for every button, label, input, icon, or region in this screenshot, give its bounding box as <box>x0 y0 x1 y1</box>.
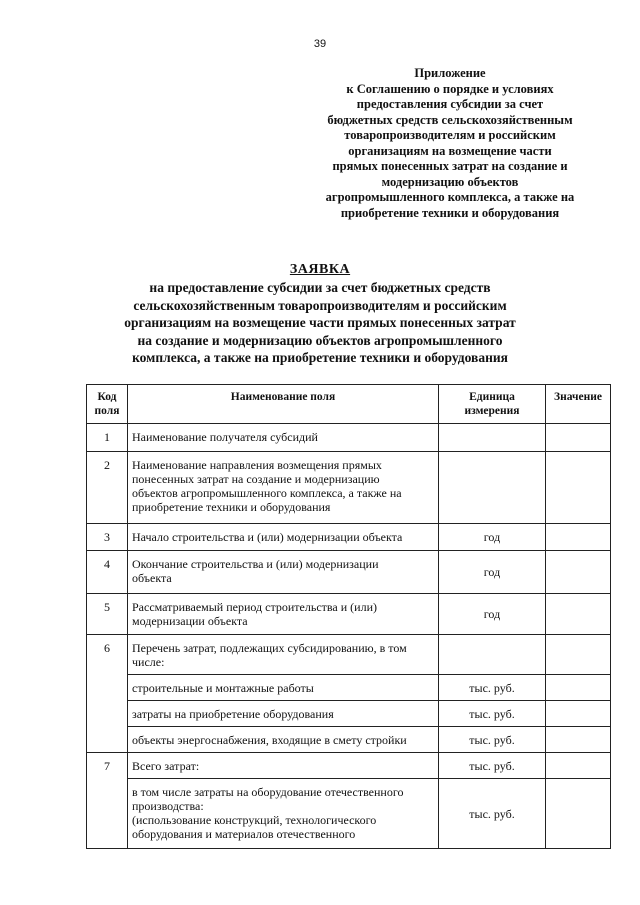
cell-name-line: Наименование направления возмещения прямых <box>132 458 382 472</box>
header-unit-line: измерения <box>464 405 520 417</box>
cell-name <box>128 452 439 524</box>
appendix-line: Приложение <box>414 66 486 80</box>
cell-unit: тыс. руб. <box>439 727 546 753</box>
cell-name-line: Наименование получателя субсидий <box>132 430 318 444</box>
cell-unit: год <box>439 524 546 551</box>
cell-value[interactable] <box>546 424 611 452</box>
table-row <box>87 424 611 452</box>
title-line: организациям на возмещение части прямых понесенных затрат <box>124 315 516 330</box>
appendix-block <box>300 66 600 221</box>
cell-unit <box>439 635 546 675</box>
cell-value[interactable] <box>546 675 611 701</box>
table-row <box>87 551 611 594</box>
appendix-line: бюджетных средств сельскохозяйственным <box>327 112 573 127</box>
cell-value[interactable] <box>546 753 611 779</box>
cell-name-line: затраты на приобретение оборудования <box>132 706 334 721</box>
cell-name-line: оборудования и материалов отечественного <box>132 827 356 841</box>
appendix-line: модернизацию объектов <box>381 174 519 189</box>
appendix-line: товаропроизводителям и российским <box>344 128 556 142</box>
cell-name <box>128 594 439 635</box>
cell-name <box>128 779 439 849</box>
cell-name <box>128 424 439 452</box>
cell-value[interactable] <box>546 452 611 524</box>
cell-value[interactable] <box>546 701 611 727</box>
cell-value[interactable] <box>546 594 611 635</box>
cell-code: 7 <box>87 753 128 849</box>
cell-name <box>128 524 439 551</box>
cell-code: 6 <box>87 635 128 753</box>
cell-name-line: (использование конструкций, технологического <box>132 813 377 827</box>
cell-unit <box>439 452 546 524</box>
table-row <box>87 779 611 849</box>
table-header-row <box>87 385 611 424</box>
title-line: сельскохозяйственным товаропроизводителям и российским <box>133 297 507 313</box>
table-row <box>87 675 611 701</box>
cell-name-line: Окончание строительства и (или) модернизации <box>132 557 379 571</box>
title-line: комплекса, а также на приобретение техники и оборудования <box>132 350 508 365</box>
appendix-line: к Соглашению о порядке и условиях <box>346 81 554 96</box>
cell-unit: тыс. руб. <box>439 701 546 727</box>
table-row <box>87 753 611 779</box>
header-unit-line: Единица <box>469 391 515 403</box>
cell-name <box>128 753 439 779</box>
cell-name-line: Рассматриваемый период строительства и (или) <box>132 600 377 614</box>
cell-name-line: понесенных затрат на создание и модернизацию <box>132 472 380 486</box>
document-title <box>60 261 580 367</box>
header-name: Наименование поля <box>128 385 439 424</box>
cell-name-line: числе: <box>132 655 165 669</box>
cell-name-line: объектов агропромышленного комплекса, а также на <box>132 486 402 500</box>
cell-unit: год <box>439 594 546 635</box>
appendix-line: приобретение техники и оборудования <box>340 205 560 220</box>
cell-name-line: строительные и монтажные работы <box>132 680 314 695</box>
cell-code: 3 <box>87 524 128 551</box>
table-row <box>87 452 611 524</box>
cell-name-line: Всего затрат: <box>132 758 200 773</box>
title-line: на создание и модернизацию объектов агропромышленного <box>137 332 503 348</box>
cell-name <box>128 727 439 753</box>
application-form-table <box>86 384 611 849</box>
cell-name <box>128 675 439 701</box>
header-value: Значение <box>546 385 611 424</box>
cell-value[interactable] <box>546 635 611 675</box>
title-line: на предоставление субсидии за счет бюджетных средств <box>149 280 491 295</box>
cell-code: 2 <box>87 452 128 524</box>
table-row <box>87 524 611 551</box>
cell-name-line: в том числе затраты на оборудование отечественного <box>132 785 404 799</box>
header-code <box>87 385 128 424</box>
cell-unit: год <box>439 551 546 594</box>
cell-unit: тыс. руб. <box>439 675 546 701</box>
table-row <box>87 594 611 635</box>
cell-value[interactable] <box>546 551 611 594</box>
table-row <box>87 635 611 675</box>
cell-name-line: Перечень затрат, подлежащих субсидированию, в том <box>132 641 407 655</box>
title-heading: ЗАЯВКА <box>289 262 351 277</box>
cell-name-line: производства: <box>132 799 204 813</box>
appendix-line: агропромышленного комплекса, а также на <box>325 190 575 204</box>
cell-name <box>128 551 439 594</box>
cell-code: 1 <box>87 424 128 452</box>
cell-name-line: модернизации объекта <box>132 614 248 628</box>
cell-name-line: объекта <box>132 571 172 585</box>
cell-name <box>128 635 439 675</box>
cell-name-line: объекты энергоснабжения, входящие в смету стройки <box>132 732 407 747</box>
header-code-line: поля <box>94 405 120 417</box>
page-number: 39 <box>313 38 327 50</box>
header-code-line: Код <box>97 391 117 403</box>
table-row <box>87 727 611 753</box>
table-row <box>87 701 611 727</box>
cell-code: 5 <box>87 594 128 635</box>
cell-name-line: приобретение техники и оборудования <box>132 500 331 514</box>
cell-name <box>128 701 439 727</box>
appendix-line: прямых понесенных затрат на создание и <box>332 159 568 173</box>
appendix-line: предоставления субсидии за счет <box>356 97 544 111</box>
cell-unit <box>439 424 546 452</box>
cell-code: 4 <box>87 551 128 594</box>
cell-value[interactable] <box>546 524 611 551</box>
cell-name-line: Начало строительства и (или) модернизации объекта <box>132 530 403 544</box>
cell-value[interactable] <box>546 727 611 753</box>
header-unit <box>439 385 546 424</box>
cell-unit: тыс. руб. <box>439 753 546 779</box>
appendix-line: организациям на возмещение части <box>348 143 552 158</box>
cell-value[interactable] <box>546 779 611 849</box>
cell-unit: тыс. руб. <box>439 779 546 849</box>
